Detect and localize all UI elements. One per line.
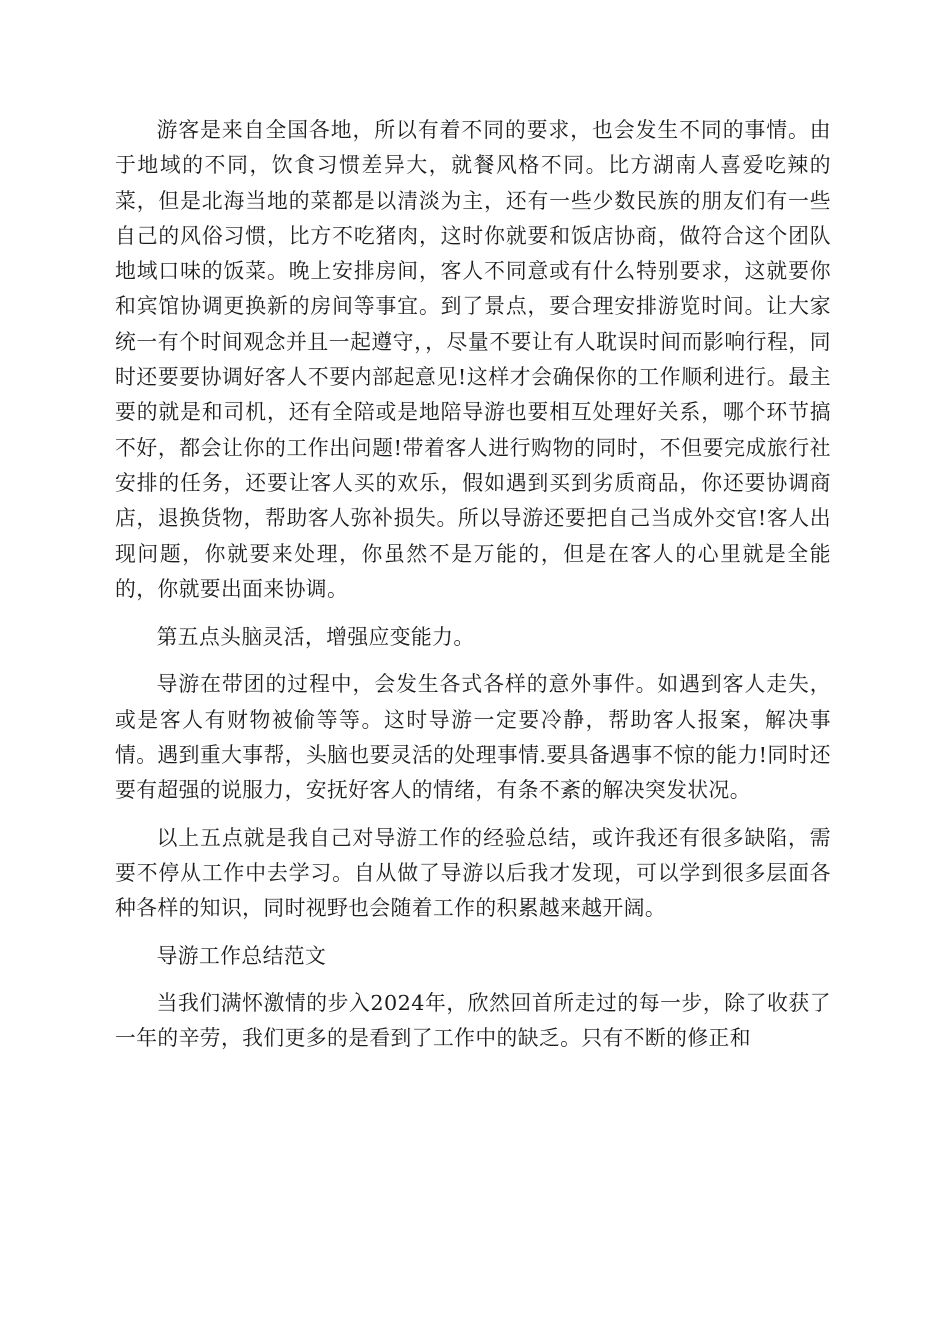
body-paragraph: 导游在带团的过程中，会发生各式各样的意外事件。如遇到客人走失，或是客人有财物被偷等等。这时导游一定要冷静，帮助客人报案，解决事情。遇到重大事帮，头脑也要灵活的处理事情.要具备遇事不惊的能力!同时还要有超强的说服力，安抚好客人的情绪，有条不紊的解决突发状况。 — [115, 672, 831, 803]
body-paragraph: 游客是来自全国各地，所以有着不同的要求，也会发生不同的事情。由于地域的不同，饮食习惯差异大，就餐风格不同。比方湖南人喜爱吃辣的菜，但是北海当地的菜都是以清淡为主，还有一些少数民族的朋友们有一些自己的风俗习惯，比方不吃猪肉，这时你就要和饭店协商，做符合这个团队地域口味的饭菜。晚上安排房间，客人不同意或有什么特别要求，这就要你和宾馆协调更换新的房间等事宜。到了景点，要合理安排游览时间。让大家统一有个时间观念并且一起遵守，，尽量不要让有人耽误时间而影响行程，同时还要要协调好客人不要内部起意见!这样才会确保你的工作顺利进行。最主要的就是和司机，还有全陪或是地陪导游也要相互处理好关系，哪个环节搞不好，都会让你的工作出问题!带着客人进行购物的同时，不但要完成旅行社安排的任务，还要让客人买的欢乐，假如遇到买到劣质商品，你还要协调商店，退换货物，帮助客人弥补损失。所以导游还要把自己当成外交官!客人出现问题，你就要来处理，你虽然不是万能的，但是在客人的心里就是全能的，你就要出面来协调。 — [115, 118, 831, 601]
document-page — [115, 113, 831, 1056]
section-heading: 第五点头脑灵活，增强应变能力。 — [156, 625, 475, 650]
body-paragraph: 以上五点就是我自己对导游工作的经验总结，或许我还有很多缺陷，需要不停从工作中去学习。自从做了导游以后我才发现，可以学到很多层面各种各样的知识，同时视野也会随着工作的积累越来越开阔。 — [115, 825, 831, 921]
body-paragraph: 当我们满怀激情的步入2024年，欣然回首所走过的每一步，除了收获了一年的辛劳，我们更多的是看到了工作中的缺乏。只有不断的修正和 — [115, 990, 831, 1051]
section-heading: 导游工作总结范文 — [156, 943, 327, 968]
